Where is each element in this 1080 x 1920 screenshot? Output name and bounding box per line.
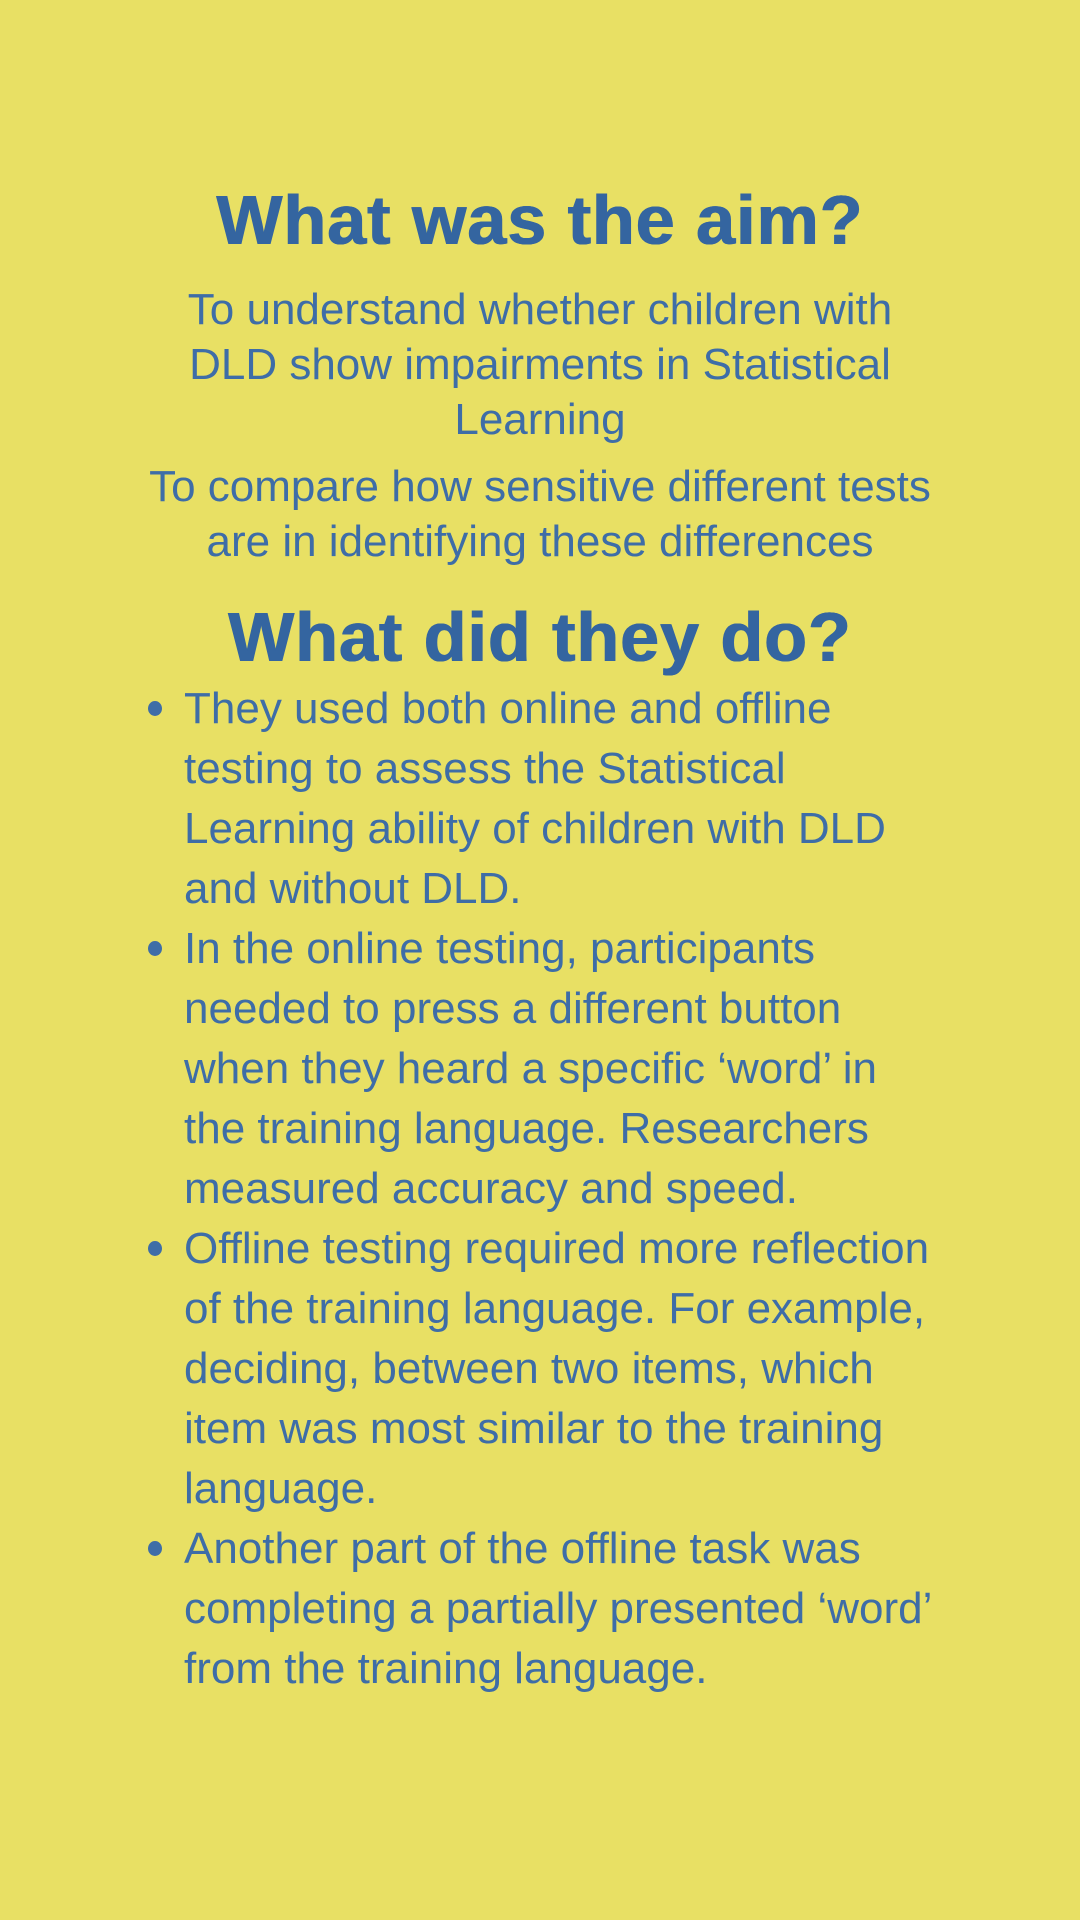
aim-section [138,180,942,569]
aim-paragraph-2: To compare how sensitive different tests are in identifying these differences [149,462,931,566]
aim-paragraph-1: To understand whether children with DLD show impairments in Statistical Learning [187,285,893,444]
bullet-item: They used both online and offline testing to assess the Statistical Learning ability of children with DLD and without DLD. [184,679,942,919]
slide-content [138,180,942,1699]
method-heading: What did they do? [228,598,852,676]
bullet-item: Offline testing required more reflection of the training language. For example, deciding, between two items, which item was most similar to the training language. [184,1219,942,1519]
bullet-item: In the online testing, participants needed to press a different button when they heard a specific ‘word’ in the training language. Researchers measured accuracy and speed. [184,919,942,1219]
method-bullet-list [138,679,942,1699]
bullet-item: Another part of the offline task was completing a partially presented ‘word’ from the training language. [184,1519,942,1699]
method-section [138,597,942,1699]
aim-heading: What was the aim? [216,181,864,259]
